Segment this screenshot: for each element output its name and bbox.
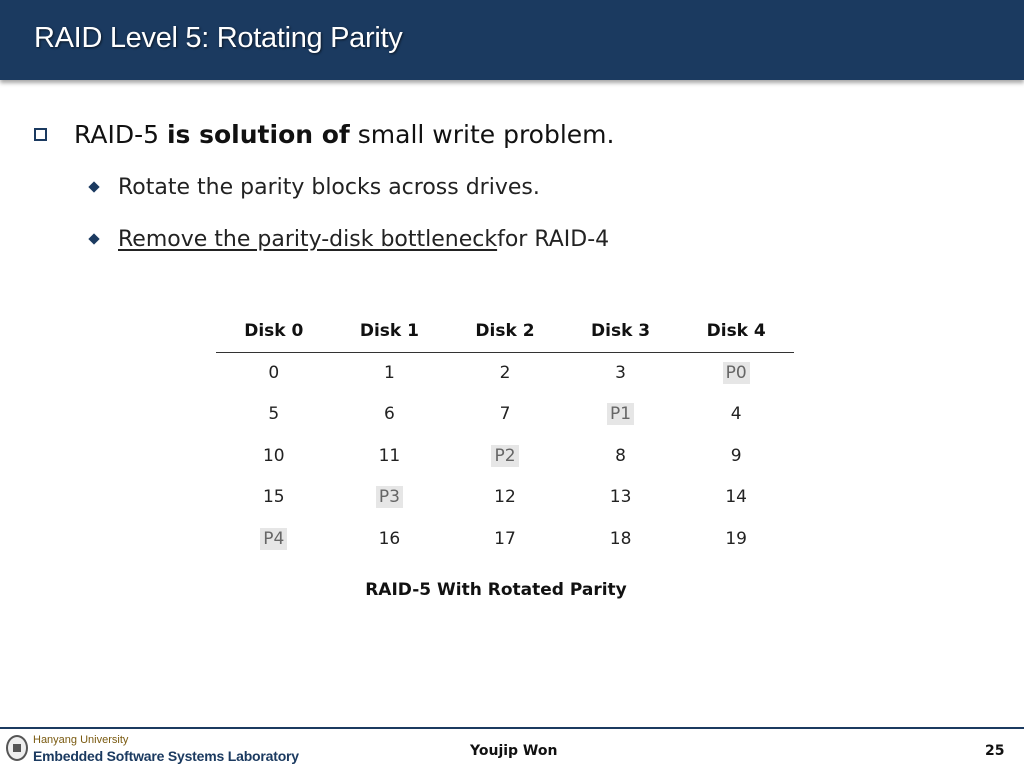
slide-title: RAID Level 5: Rotating Parity (34, 22, 403, 54)
data-block: 9 (730, 445, 742, 466)
main-bullet-after: small write problem. (349, 119, 615, 149)
data-block: 14 (725, 487, 747, 508)
table-cell (447, 352, 563, 394)
table-row (216, 352, 794, 394)
data-block: 12 (494, 487, 516, 508)
table-cell (678, 352, 794, 394)
sub-bullet-text: Rotate the parity blocks across drives. (118, 174, 540, 200)
data-block: 2 (499, 363, 511, 383)
table-cell (447, 435, 563, 477)
table-cell (332, 518, 448, 560)
data-block: 19 (725, 528, 747, 549)
diamond-bullet-icon (88, 181, 99, 192)
column-header: Disk 3 (563, 310, 679, 352)
table-cell (332, 394, 448, 436)
parity-block: P3 (376, 486, 403, 508)
data-block: 15 (262, 487, 285, 508)
table-row (216, 435, 794, 477)
table-cell (447, 394, 563, 436)
table-cell (216, 435, 332, 477)
table-cell (216, 352, 332, 394)
sub-bullet-rotate (88, 172, 540, 202)
main-bullet-before: RAID-5 (74, 119, 167, 149)
column-header: Disk 1 (332, 310, 448, 352)
data-block: 5 (268, 404, 280, 425)
university-name: Hanyang University (33, 734, 129, 746)
main-bullet (34, 117, 614, 151)
table-cell (447, 518, 563, 560)
raid5-table (216, 310, 794, 560)
data-block: 0 (268, 363, 280, 383)
table-row (216, 518, 794, 560)
table-header-row (216, 310, 794, 352)
table-cell (216, 477, 332, 519)
parity-block: P4 (260, 528, 287, 550)
lab-name: Embedded Software Systems Laboratory (33, 748, 299, 764)
data-block: 10 (262, 445, 285, 466)
sub-bullet-underlined: Remove the parity-disk bottleneck (118, 226, 498, 252)
footer-divider (0, 727, 1024, 729)
data-block: 8 (615, 445, 626, 466)
table-cell (447, 477, 563, 519)
data-block: 1 (383, 363, 395, 383)
table-cell (216, 394, 332, 436)
table-cell (678, 477, 794, 519)
column-header: Disk 0 (216, 310, 332, 352)
table-cell (332, 435, 448, 477)
sub-bullet-rest: for RAID-4 (497, 226, 610, 252)
table-cell (563, 435, 679, 477)
page-number: 25 (985, 743, 1005, 759)
parity-block: P2 (491, 445, 518, 467)
data-block: 7 (499, 404, 511, 425)
table-cell (563, 518, 679, 560)
university-logo-icon (6, 735, 28, 761)
table-cell (678, 435, 794, 477)
data-block: 13 (609, 487, 632, 508)
parity-block: P1 (607, 403, 634, 425)
data-block: 16 (378, 528, 401, 549)
table-row (216, 477, 794, 519)
column-header: Disk 2 (447, 310, 563, 352)
author-name: Youjip Won (470, 743, 558, 759)
data-block: 18 (609, 528, 632, 549)
data-block: 4 (730, 404, 742, 425)
table-cell (332, 352, 448, 394)
data-block: 17 (494, 528, 516, 549)
sub-bullet-bottleneck (88, 224, 609, 254)
main-bullet-text (74, 120, 614, 149)
table-body (216, 352, 794, 560)
table-cell (678, 518, 794, 560)
square-bullet-icon (34, 128, 47, 141)
table-cell (563, 394, 679, 436)
data-block: 6 (383, 404, 395, 425)
title-bar (0, 0, 1024, 80)
table-cell (563, 477, 679, 519)
table-cell (332, 477, 448, 519)
table-cell (678, 394, 794, 436)
data-block: 11 (378, 445, 401, 466)
parity-block: P0 (723, 362, 750, 384)
table-caption: RAID-5 With Rotated Parity (365, 580, 627, 600)
data-block: 3 (615, 363, 626, 383)
table-row (216, 394, 794, 436)
column-header: Disk 4 (678, 310, 794, 352)
diamond-bullet-icon (88, 233, 99, 244)
table-cell (563, 352, 679, 394)
main-bullet-bold: is solution of (166, 119, 350, 149)
table-cell (216, 518, 332, 560)
